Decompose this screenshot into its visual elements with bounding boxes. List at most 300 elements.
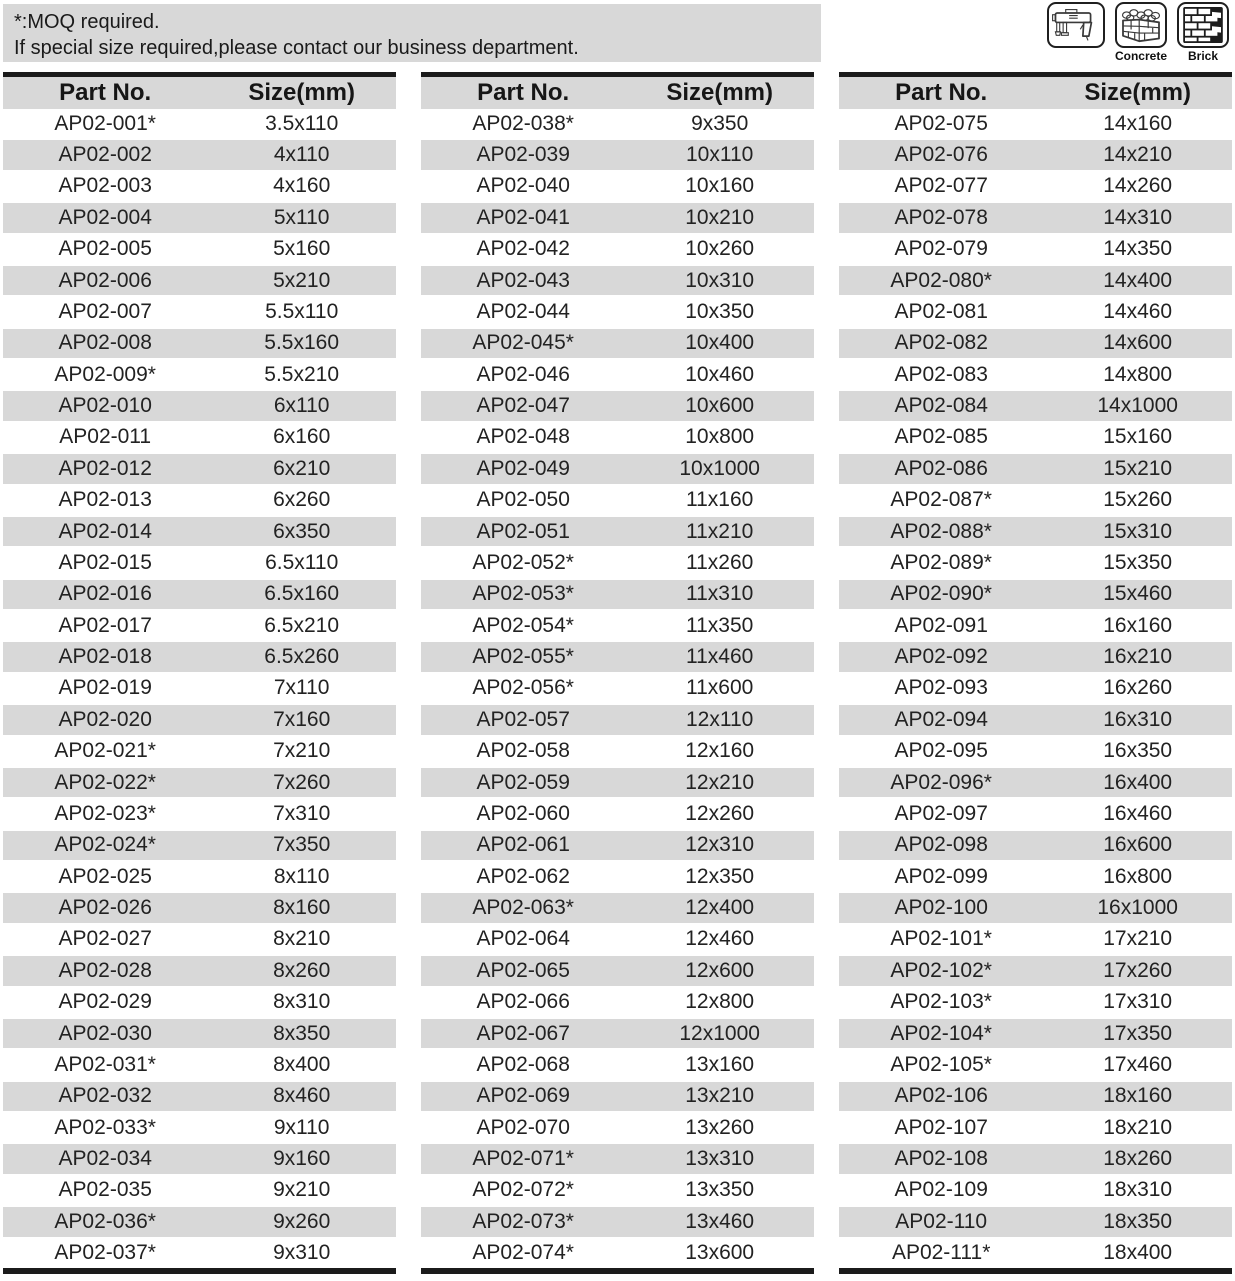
part-no-cell: AP02-074* — [472, 1241, 574, 1265]
table-row — [839, 423, 1232, 452]
size-cell: 14x310 — [1103, 205, 1173, 229]
part-no-cell: AP02-111* — [891, 1241, 991, 1265]
size-cell: 18x350 — [1103, 1209, 1173, 1233]
table-row — [839, 109, 1232, 138]
table-row — [3, 172, 396, 201]
part-no-cell: AP02-009* — [54, 362, 156, 386]
size-cell: 9x350 — [691, 111, 749, 135]
table-row — [421, 954, 814, 987]
table-row — [839, 703, 1232, 736]
table-row — [421, 360, 814, 389]
table-row — [839, 766, 1232, 799]
part-no-cell: AP02-064 — [476, 927, 570, 951]
size-cell: 11x210 — [686, 519, 754, 543]
size-cell: 10x310 — [685, 268, 755, 292]
size-cell: 11x260 — [686, 550, 754, 574]
part-no-cell: AP02-069 — [476, 1084, 570, 1108]
size-cell: 15x350 — [1103, 550, 1173, 574]
part-no-cell: AP02-091 — [894, 613, 988, 637]
part-no-cell: AP02-056* — [472, 676, 574, 700]
size-cell: 14x210 — [1103, 143, 1173, 167]
part-no-cell: AP02-103* — [890, 990, 992, 1014]
part-no-cell: AP02-010 — [58, 394, 152, 418]
size-header: Size(mm) — [666, 79, 774, 106]
part-no-header: Part No. — [895, 79, 988, 106]
size-cell: 12x800 — [685, 990, 755, 1014]
table-row — [3, 988, 396, 1017]
table-row — [421, 327, 814, 360]
table-row — [3, 201, 396, 234]
size-header: Size(mm) — [248, 79, 356, 106]
part-no-cell: AP02-090* — [890, 582, 992, 606]
part-no-cell: AP02-021* — [54, 739, 156, 763]
size-cell: 13x210 — [685, 1084, 755, 1108]
table-row — [3, 737, 396, 766]
table-row — [3, 389, 396, 422]
size-cell: 9x110 — [273, 1115, 330, 1139]
table-row — [839, 327, 1232, 360]
table-row — [3, 1239, 396, 1268]
size-cell: 11x460 — [686, 645, 754, 669]
table-row — [3, 1205, 396, 1238]
table-row — [3, 640, 396, 673]
table-row — [839, 1205, 1232, 1238]
part-no-cell: AP02-030 — [58, 1021, 152, 1045]
table-row — [3, 1113, 396, 1142]
table-row — [839, 640, 1232, 673]
parts-table-3 — [839, 72, 1232, 1274]
part-no-cell: AP02-044 — [476, 299, 570, 323]
part-no-cell: AP02-042 — [476, 237, 570, 261]
size-cell: 16x210 — [1103, 645, 1173, 669]
part-no-cell: AP02-006 — [58, 268, 152, 292]
table-row — [3, 548, 396, 577]
table-row — [839, 264, 1232, 297]
part-no-cell: AP02-047 — [476, 394, 570, 418]
part-no-cell: AP02-028 — [58, 958, 152, 982]
part-no-cell: AP02-048 — [476, 425, 570, 449]
part-no-cell: AP02-086 — [894, 456, 988, 480]
part-no-cell: AP02-019 — [58, 676, 152, 700]
size-cell: 13x600 — [685, 1241, 755, 1265]
size-cell: 7x310 — [273, 801, 331, 825]
size-cell: 14x600 — [1103, 331, 1173, 355]
part-no-cell: AP02-109 — [894, 1178, 988, 1202]
part-no-cell: AP02-073* — [472, 1209, 574, 1233]
size-cell: 12x110 — [686, 707, 754, 731]
table-row — [421, 829, 814, 862]
size-cell: 4x160 — [273, 174, 331, 198]
size-cell: 8x460 — [273, 1084, 331, 1108]
table-row — [839, 486, 1232, 515]
size-cell: 6x110 — [273, 394, 330, 418]
table-row — [421, 452, 814, 485]
size-cell: 14x1000 — [1097, 394, 1178, 418]
part-no-cell: AP02-061 — [476, 833, 570, 857]
part-no-cell: AP02-016 — [58, 582, 152, 606]
size-cell: 16x350 — [1103, 739, 1173, 763]
part-no-cell: AP02-038* — [472, 111, 574, 135]
table-row — [421, 891, 814, 924]
table-row — [3, 703, 396, 736]
size-cell: 6x210 — [273, 456, 331, 480]
table-row — [421, 925, 814, 954]
size-cell: 9x260 — [273, 1209, 331, 1233]
table-row — [839, 1239, 1232, 1268]
part-no-cell: AP02-071* — [472, 1147, 574, 1171]
size-cell: 14x800 — [1103, 362, 1173, 386]
table-row — [839, 297, 1232, 326]
size-cell: 15x460 — [1103, 582, 1173, 606]
table-row — [839, 799, 1232, 828]
concrete-icon-label: Concrete — [1114, 49, 1167, 63]
size-header: Size(mm) — [1084, 79, 1192, 106]
table-row — [421, 766, 814, 799]
part-no-cell: AP02-026 — [58, 896, 152, 920]
part-no-cell: AP02-068 — [476, 1052, 570, 1076]
size-cell: 16x310 — [1103, 707, 1173, 731]
part-no-cell: AP02-105* — [890, 1052, 992, 1076]
size-cell: 17x210 — [1103, 927, 1173, 951]
part-no-cell: AP02-036* — [54, 1209, 156, 1233]
table-row — [421, 172, 814, 201]
table-row — [421, 109, 814, 138]
table-row — [421, 297, 814, 326]
table-row — [421, 1080, 814, 1113]
table-row — [3, 674, 396, 703]
part-no-cell: AP02-034 — [58, 1147, 152, 1171]
table-row — [421, 1113, 814, 1142]
parts-table-2 — [421, 72, 814, 1274]
size-cell: 15x160 — [1103, 425, 1173, 449]
size-cell: 5.5x160 — [264, 331, 340, 355]
table-row — [839, 611, 1232, 640]
size-cell: 12x210 — [685, 770, 755, 794]
table-row — [421, 640, 814, 673]
table-row — [421, 1017, 814, 1050]
table-row — [3, 1050, 396, 1079]
size-cell: 13x350 — [685, 1178, 755, 1202]
part-no-cell: AP02-094 — [894, 707, 988, 731]
table-row — [421, 389, 814, 422]
brick-icon-label: Brick — [1187, 49, 1219, 63]
size-cell: 7x160 — [273, 707, 331, 731]
part-no-cell: AP02-082 — [894, 331, 988, 355]
part-no-cell: AP02-075 — [894, 111, 988, 135]
part-no-cell: AP02-035 — [58, 1178, 152, 1202]
size-cell: 10x160 — [685, 174, 755, 198]
part-no-cell: AP02-089* — [890, 550, 992, 574]
part-no-cell: AP02-037* — [54, 1241, 156, 1265]
table-row — [839, 548, 1232, 577]
hammer-drill-icon-wrap — [1047, 2, 1105, 63]
table-row — [839, 452, 1232, 485]
size-cell: 12x400 — [685, 896, 755, 920]
table-row — [839, 674, 1232, 703]
part-no-cell: AP02-032 — [58, 1084, 152, 1108]
table-row — [421, 201, 814, 234]
table-row — [421, 486, 814, 515]
part-no-cell: AP02-043 — [476, 268, 570, 292]
size-cell: 12x600 — [685, 958, 755, 982]
part-no-cell: AP02-106 — [894, 1084, 988, 1108]
size-cell: 17x460 — [1103, 1052, 1173, 1076]
size-cell: 18x310 — [1103, 1178, 1173, 1202]
part-no-cell: AP02-051 — [476, 519, 570, 543]
size-cell: 10x600 — [685, 394, 755, 418]
table-row — [3, 925, 396, 954]
size-cell: 14x160 — [1103, 111, 1173, 135]
part-no-cell: AP02-085 — [894, 425, 988, 449]
table-row — [421, 548, 814, 577]
part-no-cell: AP02-049 — [476, 456, 570, 480]
table-row — [839, 360, 1232, 389]
table-row — [421, 862, 814, 891]
table-row — [3, 360, 396, 389]
table-row — [839, 829, 1232, 862]
table-row — [3, 327, 396, 360]
size-cell: 8x160 — [273, 896, 331, 920]
part-no-cell: AP02-110 — [895, 1209, 988, 1233]
part-no-cell: AP02-053* — [472, 582, 574, 606]
part-no-cell: AP02-099 — [894, 864, 988, 888]
size-cell: 5.5x210 — [264, 362, 340, 386]
part-no-cell: AP02-001* — [54, 111, 156, 135]
part-no-cell: AP02-097 — [894, 801, 988, 825]
table-row — [3, 1176, 396, 1205]
size-cell: 16x800 — [1103, 864, 1173, 888]
table-row — [421, 1205, 814, 1238]
part-no-cell: AP02-031* — [54, 1052, 156, 1076]
table-row — [3, 891, 396, 924]
table-row — [3, 862, 396, 891]
size-cell: 17x350 — [1103, 1021, 1173, 1045]
table-row — [421, 737, 814, 766]
size-cell: 6.5x210 — [264, 613, 340, 637]
size-cell: 15x260 — [1103, 488, 1173, 512]
hammer-drill-icon — [1047, 2, 1105, 48]
size-cell: 10x210 — [685, 205, 755, 229]
size-cell: 16x400 — [1103, 770, 1173, 794]
table-row — [3, 515, 396, 548]
table-row — [421, 611, 814, 640]
size-cell: 16x460 — [1103, 801, 1173, 825]
concrete-icon-wrap — [1115, 2, 1167, 63]
size-cell: 8x210 — [273, 927, 331, 951]
table-row — [839, 988, 1232, 1017]
size-cell: 7x350 — [273, 833, 331, 857]
size-cell: 16x600 — [1103, 833, 1173, 857]
size-cell: 7x260 — [273, 770, 331, 794]
table-row — [3, 138, 396, 171]
table-row — [3, 109, 396, 138]
size-cell: 11x600 — [686, 676, 754, 700]
size-cell: 10x1000 — [679, 456, 760, 480]
table-row — [3, 297, 396, 326]
part-no-cell: AP02-080* — [890, 268, 992, 292]
table-row — [3, 1080, 396, 1113]
size-cell: 6.5x260 — [264, 645, 340, 669]
size-cell: 10x110 — [686, 143, 754, 167]
size-cell: 5x210 — [273, 268, 331, 292]
table-row — [421, 138, 814, 171]
part-no-cell: AP02-088* — [890, 519, 992, 543]
table-row — [839, 1142, 1232, 1175]
concrete-icon — [1115, 2, 1167, 48]
part-no-header: Part No. — [477, 79, 570, 106]
table-row — [839, 925, 1232, 954]
part-no-cell: AP02-040 — [476, 174, 570, 198]
size-cell: 16x1000 — [1097, 896, 1178, 920]
brick-icon-wrap — [1177, 2, 1229, 63]
parts-tables — [3, 72, 1232, 1274]
table-row — [421, 578, 814, 611]
part-no-cell: AP02-041 — [476, 205, 570, 229]
part-no-cell: AP02-096* — [890, 770, 992, 794]
part-no-header: Part No. — [59, 79, 152, 106]
size-cell: 18x160 — [1103, 1084, 1173, 1108]
part-no-cell: AP02-108 — [894, 1147, 988, 1171]
size-cell: 6x260 — [273, 488, 331, 512]
size-cell: 12x160 — [685, 739, 755, 763]
part-no-cell: AP02-025 — [58, 864, 152, 888]
part-no-cell: AP02-052* — [472, 550, 574, 574]
size-cell: 9x160 — [273, 1147, 331, 1171]
table-row — [3, 578, 396, 611]
part-no-cell: AP02-058 — [476, 739, 570, 763]
table-header — [839, 77, 1232, 109]
part-no-cell: AP02-011 — [59, 425, 152, 449]
size-cell: 15x210 — [1103, 456, 1173, 480]
brick-icon — [1177, 2, 1229, 48]
size-cell: 10x800 — [685, 425, 755, 449]
size-cell: 9x210 — [273, 1178, 331, 1202]
part-no-cell: AP02-104* — [890, 1021, 992, 1045]
size-cell: 14x260 — [1103, 174, 1173, 198]
part-no-cell: AP02-014 — [58, 519, 152, 543]
part-no-cell: AP02-039 — [476, 143, 570, 167]
table-row — [3, 799, 396, 828]
table-row — [839, 1080, 1232, 1113]
table-row — [839, 235, 1232, 264]
part-no-cell: AP02-045* — [472, 331, 574, 355]
part-no-cell: AP02-007 — [58, 299, 152, 323]
size-cell: 13x310 — [685, 1147, 755, 1171]
size-cell: 11x160 — [686, 488, 754, 512]
moq-note-line2: If special size required,please contact our business department. — [14, 37, 579, 59]
table-row — [421, 235, 814, 264]
table-header — [421, 77, 814, 109]
table-row — [839, 138, 1232, 171]
part-no-cell: AP02-062 — [476, 864, 570, 888]
size-cell: 10x400 — [685, 331, 755, 355]
table-row — [421, 988, 814, 1017]
part-no-cell: AP02-020 — [58, 707, 152, 731]
size-cell: 6x160 — [273, 425, 331, 449]
size-cell: 14x400 — [1103, 268, 1173, 292]
size-cell: 4x110 — [273, 143, 330, 167]
table-row — [421, 1176, 814, 1205]
parts-table-1 — [3, 72, 396, 1274]
size-cell: 18x210 — [1103, 1115, 1173, 1139]
size-cell: 3.5x110 — [265, 111, 339, 135]
part-no-cell: AP02-023* — [54, 801, 156, 825]
moq-note — [3, 4, 821, 62]
part-no-cell: AP02-072* — [472, 1178, 574, 1202]
table-row — [421, 1050, 814, 1079]
table-row — [839, 1050, 1232, 1079]
part-no-cell: AP02-004 — [58, 205, 152, 229]
part-no-cell: AP02-029 — [58, 990, 152, 1014]
part-no-cell: AP02-100 — [894, 896, 988, 920]
part-no-cell: AP02-098 — [894, 833, 988, 857]
part-no-cell: AP02-092 — [894, 645, 988, 669]
size-cell: 14x460 — [1103, 299, 1173, 323]
table-row — [421, 264, 814, 297]
part-no-cell: AP02-054* — [472, 613, 574, 637]
table-row — [3, 486, 396, 515]
size-cell: 10x460 — [685, 362, 755, 386]
size-cell: 14x350 — [1103, 237, 1173, 261]
part-no-cell: AP02-077 — [894, 174, 988, 198]
table-row — [3, 954, 396, 987]
table-row — [421, 799, 814, 828]
table-row — [3, 1142, 396, 1175]
size-cell: 13x160 — [685, 1052, 755, 1076]
table-row — [421, 423, 814, 452]
part-no-cell: AP02-083 — [894, 362, 988, 386]
size-cell: 6.5x160 — [264, 582, 340, 606]
table-header — [3, 77, 396, 109]
size-cell: 18x260 — [1103, 1147, 1173, 1171]
part-no-cell: AP02-046 — [476, 362, 570, 386]
size-cell: 8x310 — [273, 990, 331, 1014]
size-cell: 12x310 — [685, 833, 755, 857]
table-row — [839, 954, 1232, 987]
size-cell: 13x260 — [685, 1115, 755, 1139]
size-cell: 8x350 — [273, 1021, 331, 1045]
table-row — [839, 515, 1232, 548]
part-no-cell: AP02-027 — [58, 927, 152, 951]
part-no-cell: AP02-065 — [476, 958, 570, 982]
part-no-cell: AP02-022* — [54, 770, 156, 794]
table-row — [839, 1113, 1232, 1142]
part-no-cell: AP02-093 — [894, 676, 988, 700]
size-cell: 16x160 — [1103, 613, 1173, 637]
part-no-cell: AP02-050 — [476, 488, 570, 512]
size-cell: 17x260 — [1103, 958, 1173, 982]
part-no-cell: AP02-017 — [58, 613, 152, 637]
part-no-cell: AP02-095 — [894, 739, 988, 763]
size-cell: 8x260 — [273, 958, 331, 982]
table-row — [3, 829, 396, 862]
part-no-cell: AP02-070 — [476, 1115, 570, 1139]
table-row — [3, 452, 396, 485]
table-row — [839, 389, 1232, 422]
part-no-cell: AP02-002 — [58, 143, 152, 167]
part-no-cell: AP02-063* — [472, 896, 574, 920]
size-cell: 6x350 — [273, 519, 331, 543]
size-cell: 6.5x110 — [265, 550, 339, 574]
size-cell: 9x310 — [273, 1241, 331, 1265]
application-icons — [1047, 2, 1229, 63]
part-no-cell: AP02-066 — [476, 990, 570, 1014]
size-cell: 17x310 — [1103, 990, 1173, 1014]
part-no-cell: AP02-081 — [894, 299, 988, 323]
table-row — [839, 737, 1232, 766]
part-no-cell: AP02-101* — [890, 927, 992, 951]
size-cell: 12x350 — [685, 864, 755, 888]
